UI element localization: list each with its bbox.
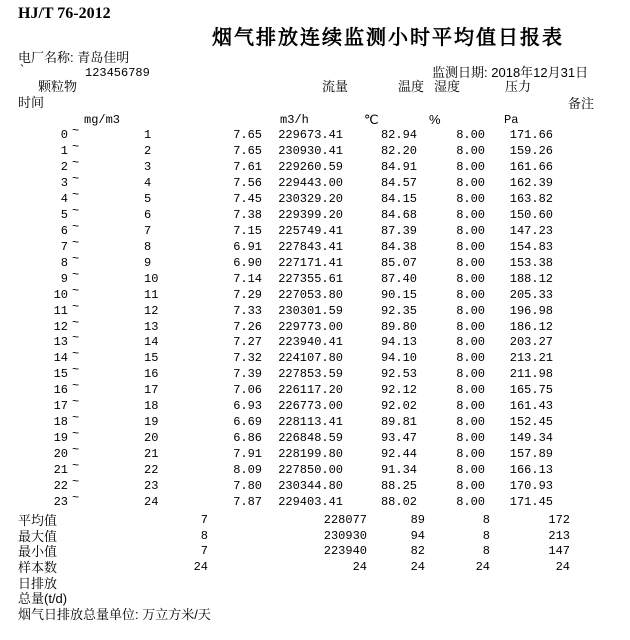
summary-temp-cell: 24 (410, 560, 425, 575)
pressure-cell: 171.45 (509, 495, 553, 510)
humidity-cell: 8.00 (456, 383, 485, 398)
temp-cell: 84.57 (380, 175, 417, 190)
hourly-row (0, 203, 630, 224)
column-header-flow: 流量 (322, 79, 349, 94)
flow-cell: 227355.61 (278, 271, 343, 286)
end-cell: 6 (144, 207, 152, 222)
humidity-cell: 8.00 (456, 335, 485, 350)
column-header-humidity: 湿度 (434, 79, 461, 94)
emission-unit-note: 烟气日排放总量单位: 万立方米/天 (18, 607, 211, 622)
summary-pressure-cell: 213 (548, 528, 570, 543)
pm-cell: 7.80 (233, 479, 262, 494)
summary-humidity-cell: 8 (482, 544, 490, 559)
end-cell: 1 (144, 128, 152, 142)
unit-flow: m3/h (280, 113, 309, 127)
pressure-cell: 188.12 (509, 271, 553, 286)
report-title: 烟气排放连续监测小时平均值日报表 (212, 27, 564, 49)
column-header-pm: 颗粒物 (38, 79, 78, 94)
temp-cell: 92.12 (380, 383, 417, 398)
pm-cell: 7.87 (233, 495, 262, 510)
flow-cell: 224107.80 (278, 351, 343, 366)
tilde-mark: ~ (72, 283, 80, 298)
flow-cell: 230329.20 (278, 191, 343, 206)
summary-temp-cell: 89 (410, 513, 425, 527)
humidity-cell: 8.00 (456, 367, 485, 382)
tilde-mark: ~ (72, 251, 80, 266)
temp-cell: 90.15 (380, 287, 417, 302)
pm-cell: 7.29 (233, 287, 262, 302)
temp-cell: 82.94 (380, 128, 417, 142)
temp-cell: 92.53 (380, 367, 417, 382)
tilde-mark: ~ (72, 124, 80, 138)
summary-pressure-cell: 147 (548, 544, 570, 559)
pm-cell: 7.26 (233, 319, 262, 334)
summary-row (0, 560, 630, 576)
pressure-cell: 163.82 (509, 191, 553, 206)
pm-cell: 7.65 (233, 128, 262, 142)
pressure-cell: 211.98 (509, 367, 553, 382)
pressure-cell: 159.26 (509, 143, 553, 158)
temp-cell: 88.25 (380, 479, 417, 494)
pm-cell: 7.61 (233, 159, 262, 174)
start-cell: 17 (53, 399, 68, 414)
humidity-cell: 8.00 (456, 191, 485, 206)
temp-cell: 84.38 (380, 239, 417, 254)
tilde-mark: ~ (72, 379, 80, 394)
start-cell: 10 (53, 287, 68, 302)
hourly-row (0, 427, 630, 447)
temp-cell: 87.40 (380, 271, 417, 286)
pressure-cell: 165.75 (509, 383, 553, 398)
pressure-cell: 170.93 (509, 479, 553, 494)
end-cell: 17 (144, 383, 159, 398)
pm-cell: 7.39 (233, 367, 262, 382)
start-cell: 15 (53, 367, 68, 382)
humidity-cell: 8.00 (456, 399, 485, 414)
temp-cell: 87.39 (380, 223, 417, 238)
start-cell: 12 (53, 319, 68, 334)
end-cell: 5 (144, 191, 152, 206)
flow-cell: 226773.00 (278, 399, 343, 414)
pressure-cell: 149.34 (509, 431, 553, 446)
end-cell: 13 (144, 319, 159, 334)
summary-flow-cell: 228077 (323, 513, 367, 527)
flow-cell: 226848.59 (278, 431, 343, 446)
tilde-mark: ~ (72, 347, 80, 362)
tilde-mark: ~ (72, 203, 80, 218)
temp-cell: 89.81 (380, 415, 417, 430)
column-header-pressure: 压力 (505, 79, 532, 94)
tilde-mark: ~ (72, 267, 80, 282)
pm-cell: 6.86 (233, 431, 262, 446)
summary-pressure-cell: 172 (548, 513, 570, 527)
flow-cell: 230930.41 (278, 143, 343, 158)
flow-cell: 227171.41 (278, 255, 343, 270)
flow-cell: 226117.20 (278, 383, 343, 398)
column-header-remark: 备注 (568, 96, 595, 111)
flow-cell: 229403.41 (278, 495, 343, 510)
pressure-cell: 162.39 (509, 175, 553, 190)
pressure-cell: 154.83 (509, 239, 553, 254)
pressure-cell: 161.43 (509, 399, 553, 414)
pm-cell: 6.69 (233, 415, 262, 430)
monitor-date-label: 监测日期: (432, 65, 488, 80)
flow-cell: 228199.80 (278, 447, 343, 462)
temp-cell: 92.35 (380, 303, 417, 318)
humidity-cell: 8.00 (456, 223, 485, 238)
end-cell: 10 (144, 271, 159, 286)
flow-cell: 227850.00 (278, 463, 343, 478)
hourly-row (0, 443, 630, 463)
hourly-row (0, 491, 630, 511)
hourly-row (0, 235, 630, 256)
hourly-row (0, 155, 630, 176)
end-cell: 21 (144, 447, 159, 462)
tilde-mark: ~ (72, 331, 80, 346)
hourly-row (0, 299, 630, 320)
pm-cell: 7.38 (233, 207, 262, 222)
end-cell: 19 (144, 415, 159, 430)
flow-cell: 229673.41 (278, 128, 343, 142)
summary-row (0, 529, 630, 545)
tilde-mark: ~ (72, 155, 80, 170)
plant-name-value: 青岛佳明 (77, 50, 130, 65)
humidity-cell: 8.00 (456, 463, 485, 478)
pressure-cell: 171.66 (509, 128, 553, 142)
start-cell: 21 (53, 463, 68, 478)
temp-cell: 84.91 (380, 159, 417, 174)
hourly-row (0, 395, 630, 415)
temp-cell: 84.15 (380, 191, 417, 206)
end-cell: 9 (144, 255, 152, 270)
start-cell: 14 (53, 351, 68, 366)
summary-flow-cell: 24 (352, 560, 367, 575)
humidity-cell: 8.00 (456, 319, 485, 334)
start-cell: 5 (60, 207, 68, 222)
flow-cell: 229773.00 (278, 319, 343, 334)
pressure-cell: 196.98 (509, 303, 553, 318)
summary-humidity-cell: 24 (475, 560, 490, 575)
temp-cell: 84.68 (380, 207, 417, 222)
start-cell: 18 (53, 415, 68, 430)
tilde-mark: ~ (72, 363, 80, 378)
tilde-mark: ~ (72, 139, 80, 154)
monitor-date-value: 2018年12月31日 (491, 65, 589, 80)
start-cell: 19 (53, 431, 68, 446)
summary-temp-cell: 94 (410, 528, 425, 543)
pressure-cell: 152.45 (509, 415, 553, 430)
pm-cell: 7.65 (233, 143, 262, 158)
tilde-mark: ~ (72, 219, 80, 234)
summary-pm-cell: 8 (200, 528, 208, 543)
temp-cell: 93.47 (380, 431, 417, 446)
humidity-cell: 8.00 (456, 431, 485, 446)
tilde-mark: ~ (72, 235, 80, 250)
summary-humidity-cell: 8 (482, 528, 490, 543)
pressure-cell: 213.21 (509, 351, 553, 366)
humidity-cell: 8.00 (456, 271, 485, 286)
pressure-cell: 147.23 (509, 223, 553, 238)
start-cell: 9 (60, 271, 68, 286)
tilde-mark: ~ (72, 491, 80, 506)
total-label: 总量(t/d) (18, 591, 68, 606)
tilde-mark: ~ (72, 187, 80, 202)
unit-pressure: Pa (504, 113, 519, 127)
pressure-cell: 153.38 (509, 255, 553, 270)
summary-pm-cell: 7 (200, 544, 208, 559)
humidity-cell: 8.00 (456, 495, 485, 510)
pressure-cell: 150.60 (509, 207, 553, 222)
tilde-mark: ~ (72, 395, 80, 410)
tilde-mark: ~ (72, 315, 80, 330)
pm-cell: 6.93 (233, 399, 262, 414)
summary-row (0, 513, 630, 529)
flow-cell: 229399.20 (278, 207, 343, 222)
hourly-row (0, 331, 630, 351)
humidity-cell: 8.00 (456, 143, 485, 158)
start-cell: 7 (60, 239, 68, 254)
hourly-row (0, 475, 630, 495)
hourly-row (0, 347, 630, 367)
flow-cell: 225749.41 (278, 223, 343, 238)
end-cell: 22 (144, 463, 159, 478)
end-cell: 24 (144, 495, 159, 510)
column-header-time: 时间 (18, 95, 45, 110)
humidity-cell: 8.00 (456, 255, 485, 270)
pressure-cell: 203.27 (509, 335, 553, 350)
humidity-cell: 8.00 (456, 159, 485, 174)
humidity-cell: 8.00 (456, 415, 485, 430)
summary-row-label: 平均值 (18, 513, 58, 528)
flow-cell: 230344.80 (278, 479, 343, 494)
hourly-row (0, 124, 630, 144)
summary-flow-cell: 223940 (323, 544, 367, 559)
plant-mark: ` (20, 62, 25, 77)
tilde-mark: ~ (72, 171, 80, 186)
pressure-cell: 161.66 (509, 159, 553, 174)
pm-cell: 6.90 (233, 255, 262, 270)
pm-cell: 7.06 (233, 383, 262, 398)
humidity-cell: 8.00 (456, 447, 485, 462)
hourly-row (0, 459, 630, 479)
temp-cell: 89.80 (380, 319, 417, 334)
end-cell: 11 (144, 287, 159, 302)
pm-cell: 7.14 (233, 271, 262, 286)
temp-cell: 91.34 (380, 463, 417, 478)
summary-row-label: 最小值 (18, 544, 58, 560)
end-cell: 14 (144, 335, 159, 350)
tilde-mark: ~ (72, 459, 80, 474)
humidity-cell: 8.00 (456, 479, 485, 494)
summary-pm-cell: 24 (193, 560, 208, 575)
summary-temp-cell: 82 (410, 544, 425, 559)
summary-humidity-cell: 8 (482, 513, 490, 527)
start-cell: 2 (60, 159, 68, 174)
tilde-mark: ~ (72, 427, 80, 442)
pressure-cell: 205.33 (509, 287, 553, 302)
standard-number: HJ/T 76-2012 (18, 5, 111, 22)
pm-cell: 7.15 (233, 223, 262, 238)
unit-pm: mg/m3 (84, 113, 121, 127)
start-cell: 22 (53, 479, 68, 494)
flow-cell: 223940.41 (278, 335, 343, 350)
end-cell: 15 (144, 351, 159, 366)
start-cell: 3 (60, 175, 68, 190)
pm-cell: 7.91 (233, 447, 262, 462)
hourly-row (0, 171, 630, 192)
flow-cell: 229443.00 (278, 175, 343, 190)
humidity-cell: 8.00 (456, 303, 485, 318)
plant-name-label: 电厂名称: (18, 50, 74, 65)
humidity-cell: 8.00 (456, 351, 485, 366)
summary-row-label: 样本数 (18, 560, 58, 576)
start-cell: 13 (53, 335, 68, 350)
start-cell: 23 (53, 495, 68, 510)
temp-cell: 88.02 (380, 495, 417, 510)
humidity-cell: 8.00 (456, 287, 485, 302)
hourly-row (0, 187, 630, 208)
monitor-date-line (432, 65, 588, 80)
start-cell: 0 (60, 128, 68, 142)
pm-cell: 7.27 (233, 335, 262, 350)
humidity-cell: 8.00 (456, 239, 485, 254)
pm-cell: 7.33 (233, 303, 262, 318)
start-cell: 6 (60, 223, 68, 238)
humidity-cell: 8.00 (456, 207, 485, 222)
plant-code: 123456789 (85, 66, 150, 80)
end-cell: 18 (144, 399, 159, 414)
summary-row-label: 最大值 (18, 528, 58, 544)
hourly-row (0, 283, 630, 304)
pm-cell: 7.32 (233, 351, 262, 366)
pm-cell: 6.91 (233, 239, 262, 254)
hourly-row (0, 363, 630, 383)
start-cell: 20 (53, 447, 68, 462)
summary-row (0, 544, 630, 560)
summary-flow-cell: 230930 (323, 528, 367, 543)
tilde-mark: ~ (72, 299, 80, 314)
hourly-row (0, 139, 630, 160)
summary-pm-cell: 7 (200, 513, 208, 527)
hourly-row (0, 267, 630, 288)
end-cell: 16 (144, 367, 159, 382)
summary-pressure-cell: 24 (555, 560, 570, 575)
hourly-row (0, 315, 630, 336)
temp-cell: 94.10 (380, 351, 417, 366)
hourly-row (0, 219, 630, 240)
humidity-cell: 8.00 (456, 128, 485, 142)
hourly-row (0, 251, 630, 272)
flow-cell: 228113.41 (278, 415, 343, 430)
end-cell: 8 (144, 239, 152, 254)
tilde-mark: ~ (72, 411, 80, 426)
unit-temp: ℃ (364, 112, 379, 127)
pm-cell: 8.09 (233, 463, 262, 478)
end-cell: 3 (144, 159, 152, 174)
temp-cell: 85.07 (380, 255, 417, 270)
hourly-row (0, 411, 630, 431)
start-cell: 11 (53, 303, 68, 318)
pm-cell: 7.45 (233, 191, 262, 206)
flow-cell: 227853.59 (278, 367, 343, 382)
flow-cell: 229260.59 (278, 159, 343, 174)
flow-cell: 227053.80 (278, 287, 343, 302)
flow-cell: 230301.59 (278, 303, 343, 318)
humidity-cell: 8.00 (456, 175, 485, 190)
temp-cell: 82.20 (380, 143, 417, 158)
start-cell: 4 (60, 191, 68, 206)
start-cell: 16 (53, 383, 68, 398)
temp-cell: 92.02 (380, 399, 417, 414)
tilde-mark: ~ (72, 443, 80, 458)
temp-cell: 92.44 (380, 447, 417, 462)
pm-cell: 7.56 (233, 175, 262, 190)
end-cell: 2 (144, 143, 152, 158)
flow-cell: 227843.41 (278, 239, 343, 254)
start-cell: 1 (60, 143, 68, 158)
end-cell: 4 (144, 175, 152, 190)
unit-humidity: % (429, 112, 441, 127)
hourly-row (0, 379, 630, 399)
end-cell: 12 (144, 303, 159, 318)
column-header-temp: 温度 (398, 79, 425, 94)
tilde-mark: ~ (72, 475, 80, 490)
pressure-cell: 157.89 (509, 447, 553, 462)
end-cell: 23 (144, 479, 159, 494)
temp-cell: 94.13 (380, 335, 417, 350)
pressure-cell: 186.12 (509, 319, 553, 334)
end-cell: 7 (144, 223, 152, 238)
start-cell: 8 (60, 255, 68, 270)
daily-emission-label: 日排放 (18, 576, 58, 591)
end-cell: 20 (144, 431, 159, 446)
pressure-cell: 166.13 (509, 463, 553, 478)
plant-name-line (18, 50, 129, 65)
